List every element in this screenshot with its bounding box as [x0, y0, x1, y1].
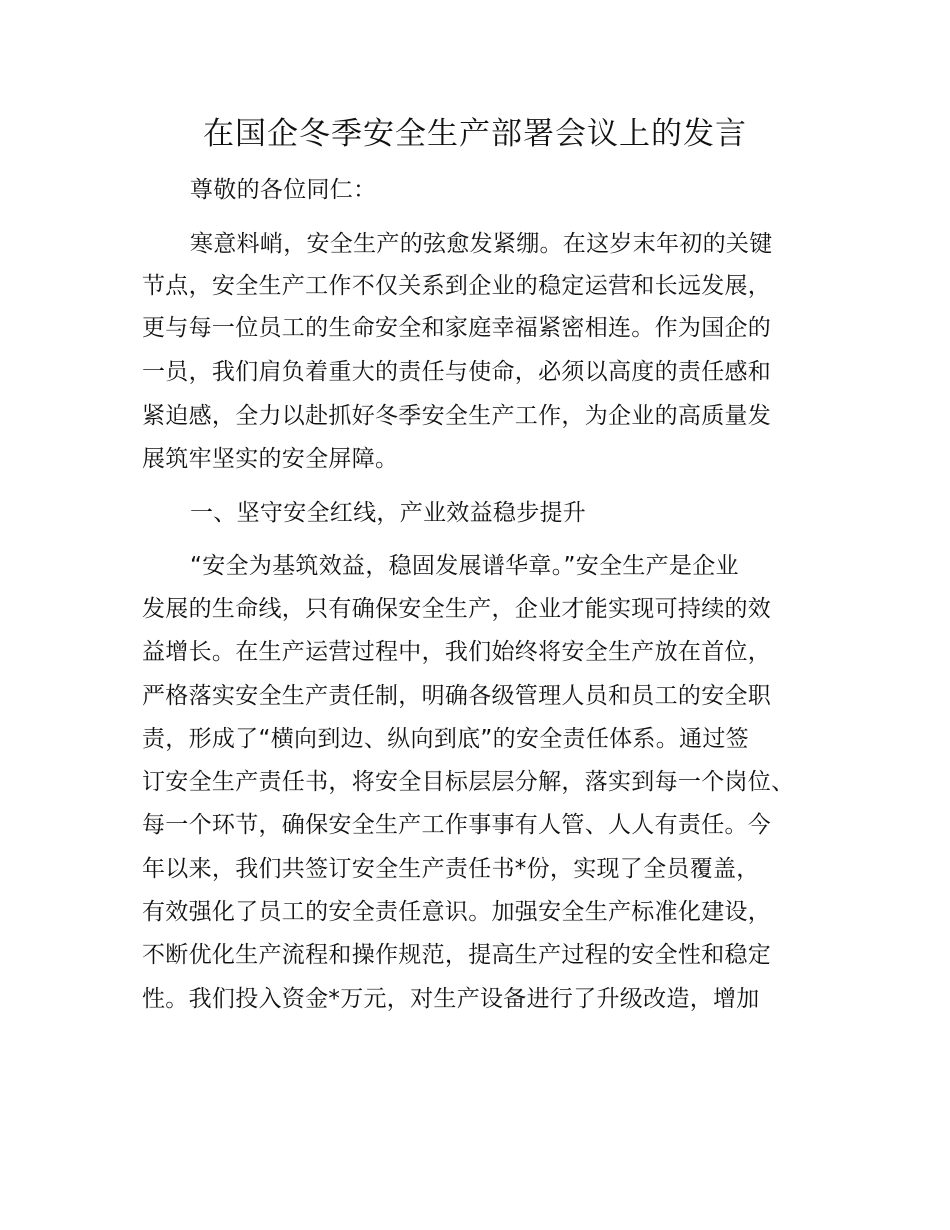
paragraph-line: 每一个环节，确保安全生产工作事事有人管、人人有责任。今 [142, 812, 772, 838]
paragraph-line: 严格落实安全生产责任制，明确各级管理人员和员工的安全职 [142, 683, 772, 709]
salutation: 尊敬的各位同仁： [190, 177, 377, 203]
paragraph-line: 订安全生产责任书，将安全目标层层分解，落实到每一个岗位、 [142, 769, 795, 795]
paragraph-line: 责，形成了“横向到边、纵向到底”的安全责任体系。通过签 [142, 726, 749, 752]
document-title: 在国企冬季安全生产部署会议上的发言 [203, 116, 747, 152]
paragraph-line: 年以来，我们共签订安全生产责任书*份，实现了全员覆盖， [142, 856, 760, 882]
paragraph-line: 不断优化生产流程和操作规范，提高生产过程的安全性和稳定 [142, 942, 772, 968]
paragraph-line: 有效强化了员工的安全责任意识。加强安全生产标准化建设， [142, 899, 772, 925]
paragraph-line: “安全为基筑效益，稳固发展谱华章。”安全生产是企业 [190, 553, 739, 579]
paragraph-line: 益增长。在生产运营过程中，我们始终将安全生产放在首位， [142, 639, 772, 665]
paragraph-line: 更与每一位员工的生命安全和家庭幸福紧密相连。作为国企的 [142, 315, 772, 341]
paragraph-line: 展筑牢坚实的安全屏障。 [142, 446, 399, 472]
paragraph-line: 寒意料峭，安全生产的弦愈发紧绷。在这岁末年初的关键 [190, 231, 773, 257]
paragraph-line: 性。我们投入资金*万元，对生产设备进行了升级改造，增加 [142, 986, 760, 1012]
section-heading: 一、坚守安全红线，产业效益稳步提升 [190, 500, 587, 526]
paragraph-line: 发展的生命线，只有确保安全生产，企业才能实现可持续的效 [142, 596, 772, 622]
paragraph-line: 紧迫感，全力以赴抓好冬季安全生产工作，为企业的高质量发 [142, 403, 772, 429]
paragraph-line: 节点，安全生产工作不仅关系到企业的稳定运营和长远发展， [142, 273, 772, 299]
paragraph-line: 一员，我们肩负着重大的责任与使命，必须以高度的责任感和 [142, 359, 772, 385]
